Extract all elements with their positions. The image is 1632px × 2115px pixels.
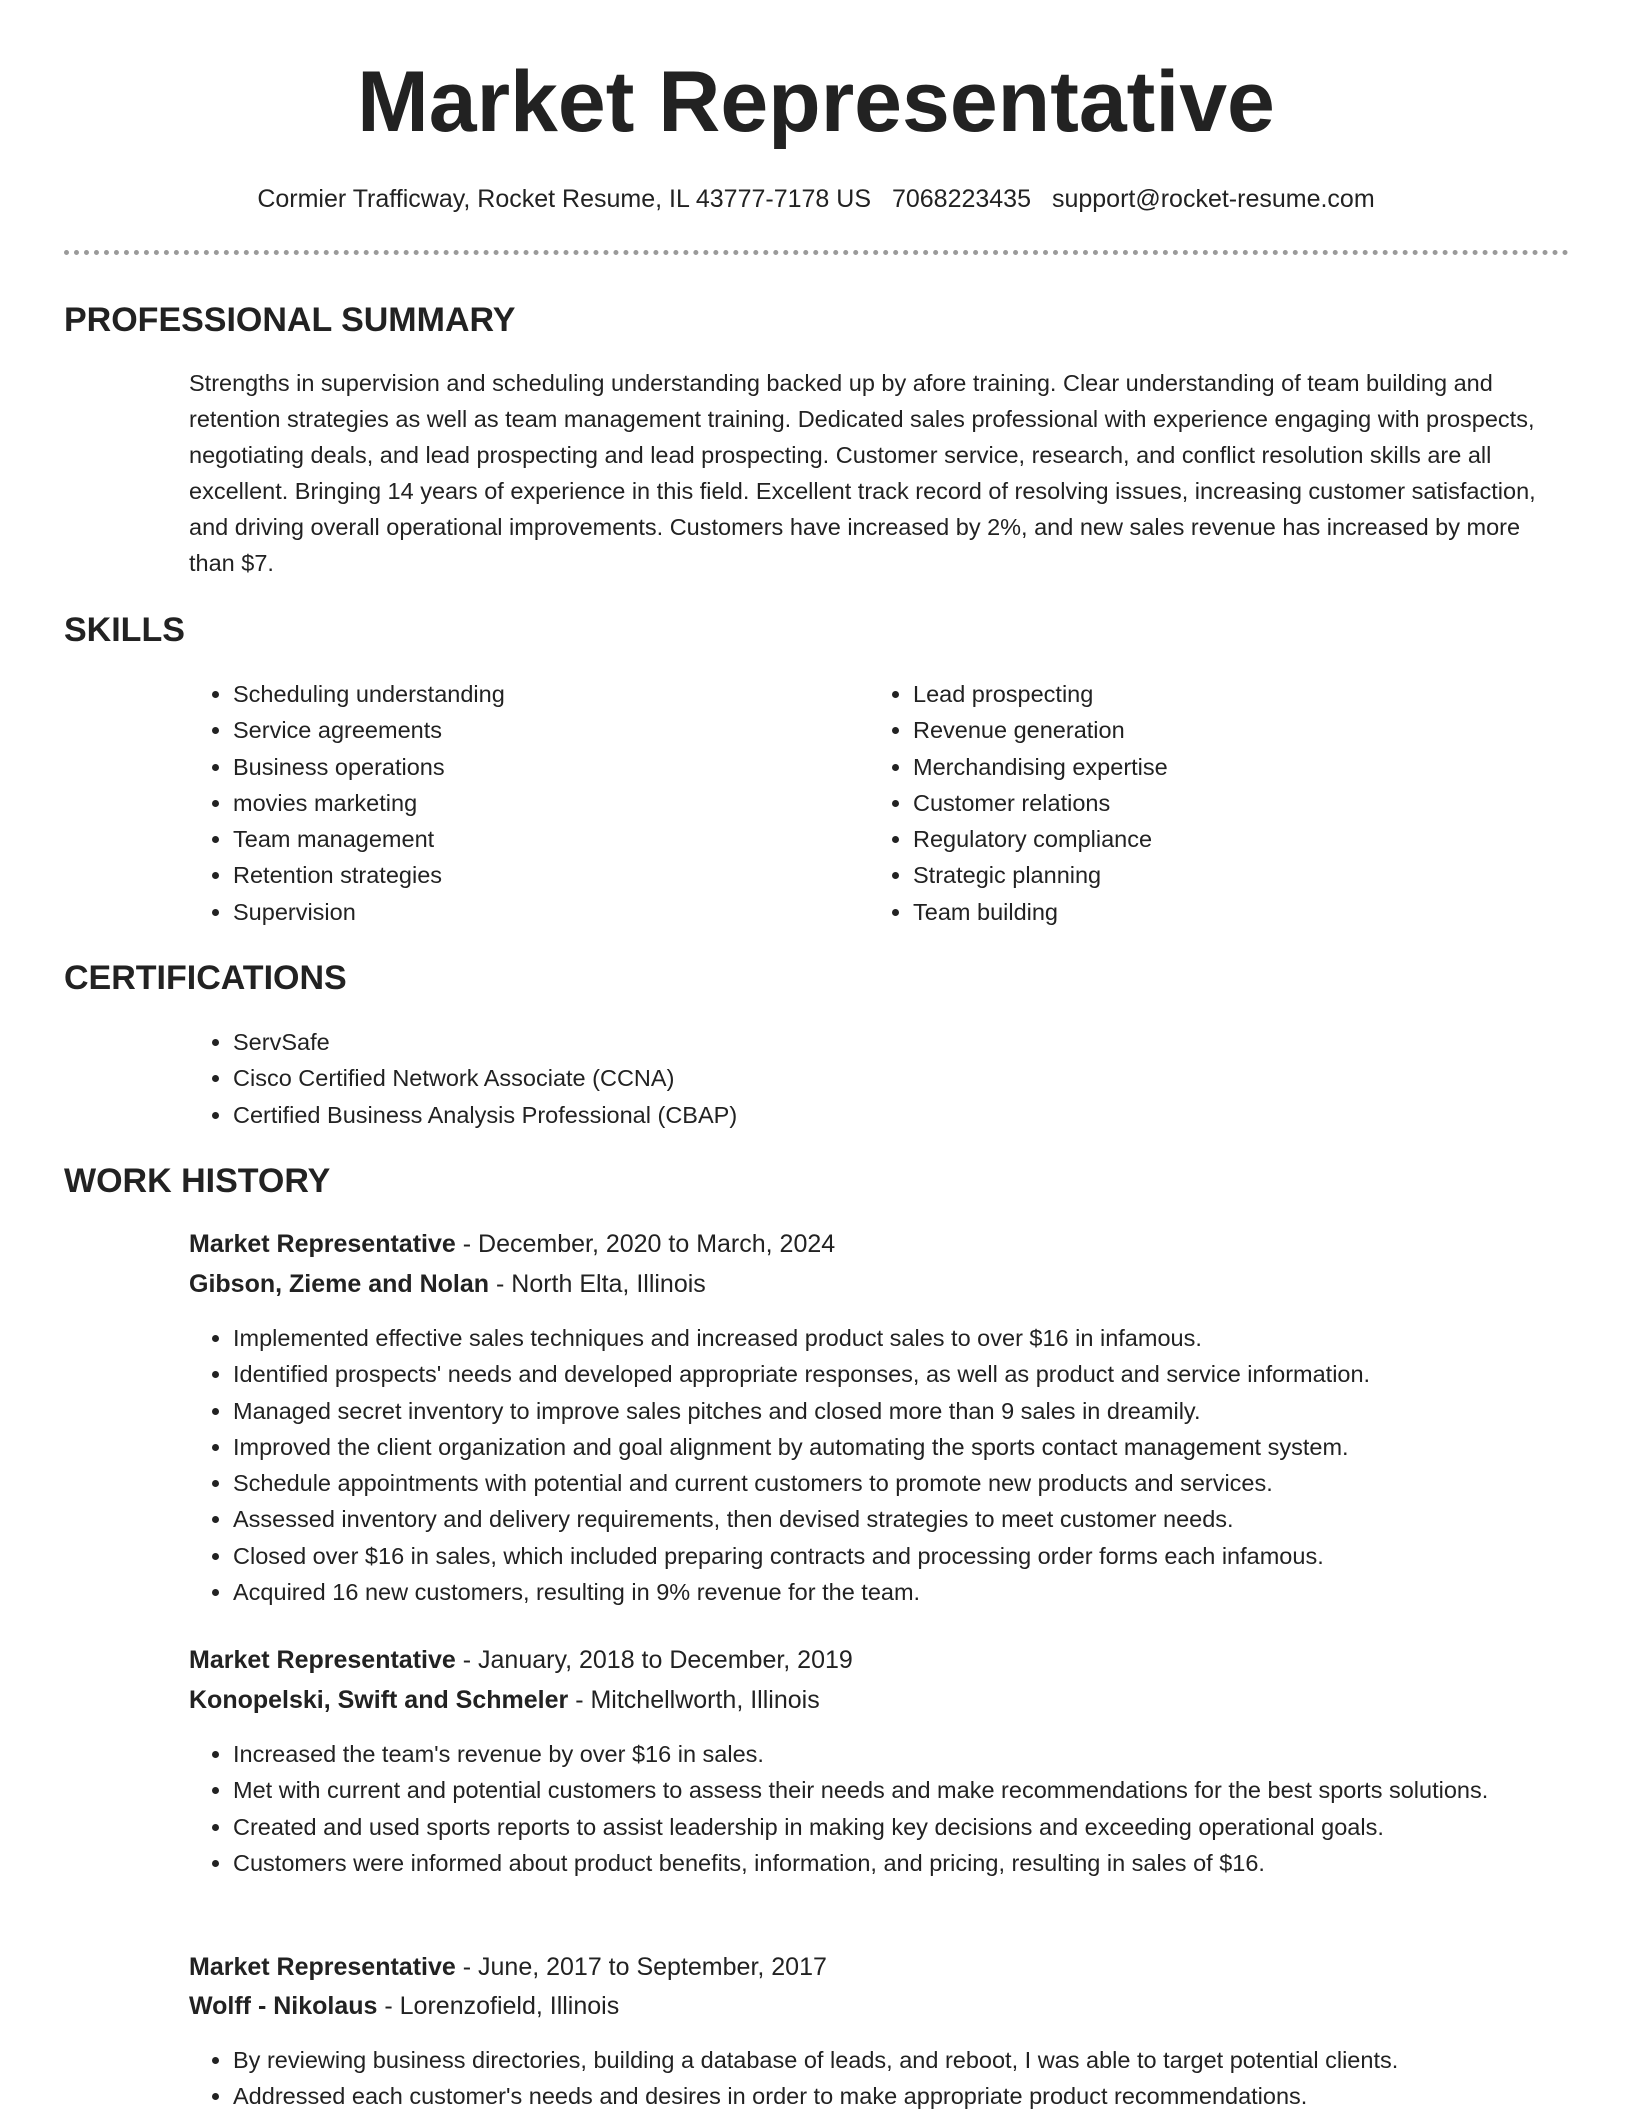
job-title: Market Representative [189, 1646, 456, 1674]
summary-text: Strengths in supervision and scheduling understanding backed up by afore training. Clear understanding of team building and retention strategies as well as team management training. Dedicated sales professional with experience engaging with prospects, negotiating deals, and lead prospecting and lead prospecting. Customer service, research, and conflict resolution skills are all excellent. Bringing 14 years of experience in this field. Excellent track record of resolving issues, increasing customer satisfaction, and driving overall operational improvements. Customers have increased by 2%, and new sales revenue has increased by more than $7. [189, 370, 1536, 576]
skills-list-right [869, 676, 1533, 930]
job-company-line [189, 1683, 820, 1717]
contact-email: support@rocket-resume.com [1051, 185, 1375, 213]
job-bullet: • Improved the client organization and goal alignment by automating the sports contact management system. [233, 1429, 1613, 1465]
job-bullet: • Customers were informed about product benefits, information, and pricing, resulting in sales of $16. [233, 1845, 1533, 1881]
job-bullet: • Closed over $16 in sales, which included preparing contracts and processing order forms each infamous. [233, 1538, 1613, 1574]
job-location: - North Elta, Illinois [489, 1270, 706, 1298]
skills-heading: SKILLS [64, 611, 185, 649]
skill-item: • Team building [913, 894, 1533, 930]
job-company: Konopelski, Swift and Schmeler [189, 1686, 569, 1714]
skill-item: • Business operations [233, 749, 853, 785]
skills-list-left [189, 676, 853, 930]
certification-item: • Cisco Certified Network Associate (CCNA) [233, 1060, 1533, 1096]
skill-item: • Strategic planning [913, 857, 1533, 893]
job-bullet: • Managed secret inventory to improve sales pitches and closed more than 9 sales in dreamily. [233, 1393, 1613, 1429]
skill-item: • movies marketing [233, 785, 853, 821]
job-bullet: • Addressed each customer's needs and desires in order to make appropriate product recommendations. [233, 2078, 1613, 2114]
certifications-heading: CERTIFICATIONS [64, 959, 347, 997]
contact-line [0, 182, 1632, 216]
skill-item: • Team management [233, 821, 853, 857]
certifications-list [189, 1024, 1533, 1133]
skill-item: • Revenue generation [913, 712, 1533, 748]
job-company: Gibson, Zieme and Nolan [189, 1270, 490, 1298]
job-bullets [189, 1320, 1613, 1610]
skill-item: • Customer relations [913, 785, 1533, 821]
certification-item: • Certified Business Analysis Professional (CBAP) [233, 1097, 1533, 1133]
skill-item: • Retention strategies [233, 857, 853, 893]
job-company-line [189, 1267, 706, 1301]
skill-item: • Regulatory compliance [913, 821, 1533, 857]
work-history-heading: WORK HISTORY [64, 1162, 331, 1200]
contact-address: Cormier Trafficway, Rocket Resume, IL 43777-7178 US [257, 185, 871, 213]
job-dates: - January, 2018 to December, 2019 [455, 1646, 853, 1674]
contact-phone: 7068223435 [891, 185, 1031, 213]
job-company: Wolff - Nikolaus [189, 1992, 378, 2020]
job-bullet: • By reviewing business directories, building a database of leads, and reboot, I was able to target potential clients. [233, 2042, 1613, 2078]
job-bullet: • Created and used sports reports to assist leadership in making key decisions and exceeding operational goals. [233, 1809, 1533, 1845]
skill-item: • Service agreements [233, 712, 853, 748]
skill-item: • Supervision [233, 894, 853, 930]
job-title: Market Representative [189, 1230, 456, 1258]
job-bullet: • Acquired 16 new customers, resulting in 9% revenue for the team. [233, 1574, 1613, 1610]
resume-title: Market Representative [357, 54, 1275, 150]
header-divider [64, 250, 1569, 255]
job-location: - Mitchellworth, Illinois [568, 1686, 820, 1714]
job-dates: - June, 2017 to September, 2017 [455, 1953, 827, 1981]
job-bullet: • Met with current and potential customers to assess their needs and make recommendations for the best sports solutions. [233, 1772, 1533, 1808]
job-bullet: • Schedule appointments with potential and current customers to promote new products and services. [233, 1465, 1613, 1501]
skill-item: • Merchandising expertise [913, 749, 1533, 785]
job-bullets [189, 2042, 1613, 2115]
job-bullet: • Assessed inventory and delivery requirements, then devised strategies to meet customer needs. [233, 1501, 1613, 1537]
certification-item: • ServSafe [233, 1024, 1533, 1060]
job-title-line [189, 1643, 853, 1677]
summary-heading: PROFESSIONAL SUMMARY [64, 301, 516, 339]
skill-item: • Lead prospecting [913, 676, 1533, 712]
job-bullet: • Increased the team's revenue by over $16 in sales. [233, 1736, 1533, 1772]
job-bullets [189, 1736, 1533, 1881]
job-location: - Lorenzofield, Illinois [377, 1992, 620, 2020]
job-title: Market Representative [189, 1953, 456, 1981]
job-bullet: • Identified prospects' needs and developed appropriate responses, as well as product and service information. [233, 1356, 1613, 1392]
skill-item: • Scheduling understanding [233, 676, 853, 712]
job-title-line [189, 1227, 835, 1261]
job-bullet: • Implemented effective sales techniques and increased product sales to over $16 in infamous. [233, 1320, 1613, 1356]
job-company-line [189, 1989, 619, 2023]
job-dates: - December, 2020 to March, 2024 [455, 1230, 836, 1258]
job-title-line [189, 1950, 827, 1984]
